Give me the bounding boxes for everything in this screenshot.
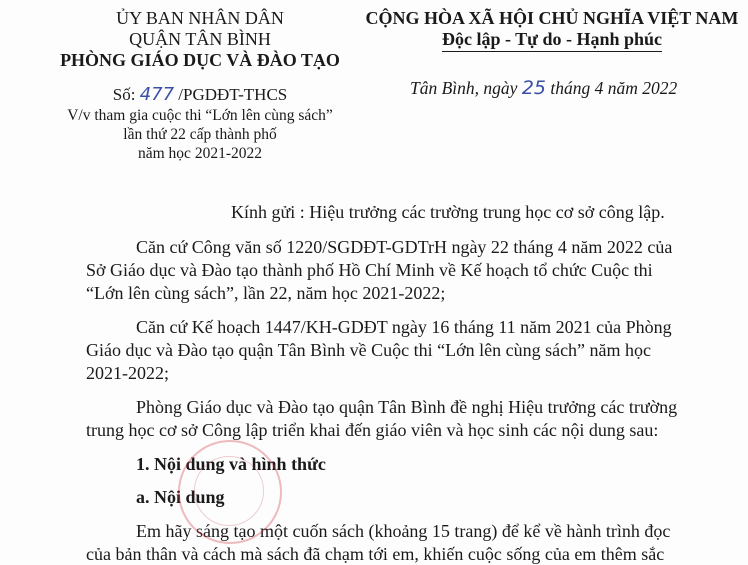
- section-heading-1a: a. Nội dung: [136, 487, 225, 507]
- national-title: CỘNG HÒA XÃ HỘI CHỦ NGHĨA VIỆT NAM: [365, 8, 739, 28]
- recipient-line: Kính gửi : Hiệu trưởng các trường trung học cơ sở công lập.: [231, 202, 665, 222]
- date-day: 25: [521, 77, 546, 99]
- document-number-value: 477: [139, 84, 175, 105]
- paragraph-2-line-1: Căn cứ Kế hoạch 1447/KH-GDĐT ngày 16 tháng 11 năm 2021 của Phòng: [136, 317, 672, 337]
- document-number-suffix: /PGDĐT-THCS: [178, 85, 288, 104]
- paragraph-4-line-2: của bản thân và cách mà sách đã chạm tới em, khiến cuộc sống của em thêm sắc: [86, 544, 665, 564]
- paragraph-1-line-3: “Lớn lên cùng sách”, lần 22, năm học 2021-2022;: [86, 283, 446, 303]
- paragraph-3-line-2: trung học cơ sở Công lập triển khai đến giáo viên và học sinh các nội dung sau:: [86, 420, 659, 440]
- date-prefix: Tân Bình, ngày: [410, 78, 518, 98]
- date-suffix: tháng 4 năm 2022: [550, 78, 678, 98]
- national-header: [362, 8, 742, 52]
- subject-line-2: lần thứ 22 cấp thành phố: [123, 126, 277, 143]
- paragraph-2-line-2: Giáo dục và Đào tạo quận Tân Bình về Cuộc thi “Lớn lên cùng sách” năm học: [86, 340, 652, 360]
- issuer-line-2: QUẬN TÂN BÌNH: [129, 29, 271, 49]
- paragraph-1-line-2: Sở Giáo dục và Đào tạo thành phố Hồ Chí Minh về Kế hoạch tổ chức Cuộc thi: [86, 260, 653, 280]
- paragraph-1-line-1: Căn cứ Công văn số 1220/SGDĐT-GDTrH ngày 22 tháng 4 năm 2022 của: [136, 237, 673, 257]
- national-motto: Độc lập - Tự do - Hạnh phúc: [442, 29, 662, 52]
- paragraph-2-line-3: 2021-2022;: [86, 363, 169, 383]
- document-number-prefix: Số:: [112, 85, 136, 104]
- subject-line-3: năm học 2021-2022: [138, 145, 262, 162]
- document-date: [410, 77, 677, 99]
- subject-line-1: V/v tham gia cuộc thi “Lớn lên cùng sách”: [67, 107, 333, 124]
- paragraph-4-line-1: Em hãy sáng tạo một cuốn sách (khoảng 15 trang) để kể về hành trình đọc: [136, 521, 671, 541]
- document-number: [50, 84, 350, 105]
- issuer-line-1: ỦY BAN NHÂN DÂN: [116, 8, 284, 28]
- section-heading-1: 1. Nội dung và hình thức: [136, 454, 326, 474]
- issuer-line-3: PHÒNG GIÁO DỤC VÀ ĐÀO TẠO: [60, 50, 340, 70]
- issuer-header: [40, 8, 360, 71]
- paragraph-3-line-1: Phòng Giáo dục và Đào tạo quận Tân Bình đề nghị Hiệu trưởng các trường: [136, 397, 678, 417]
- document-subject: [40, 106, 360, 163]
